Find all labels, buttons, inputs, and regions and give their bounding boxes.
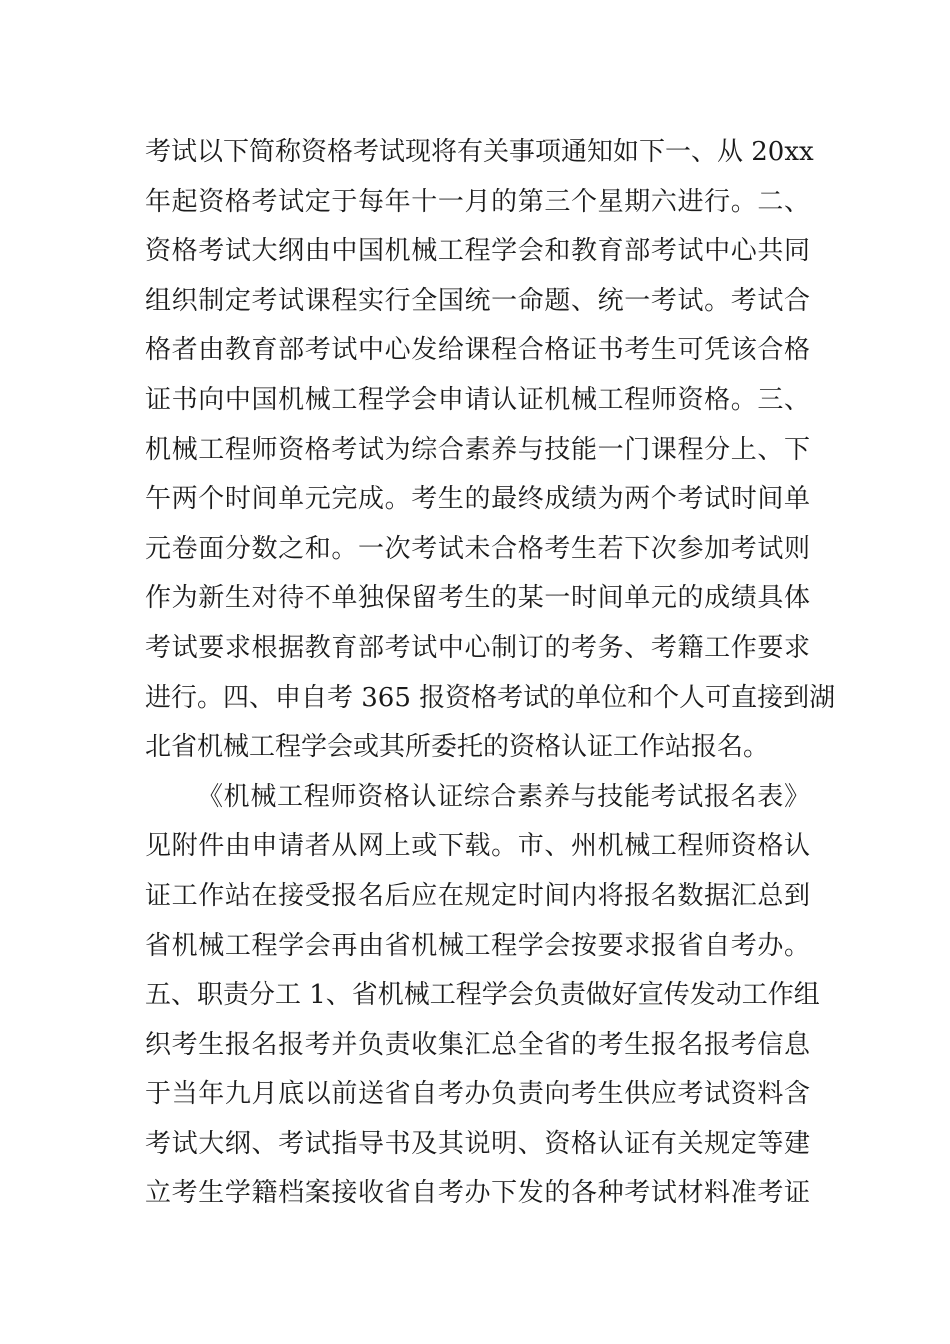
text-line: 织考生报名报考并负责收集汇总全省的考生报名报考信息 <box>145 1029 810 1060</box>
text-line: 进行。四、申自考 365 报资格考试的单位和个人可直接到湖 <box>145 682 836 713</box>
body-text <box>145 128 836 1219</box>
text-line: 资格考试大纲由中国机械工程学会和教育部考试中心共同 <box>145 236 810 267</box>
text-line: 证书向中国机械工程学会申请认证机械工程师资格。三、 <box>145 384 810 415</box>
text-line: 午两个时间单元完成。考生的最终成绩为两个考试时间单 <box>145 484 810 515</box>
text-line: 机械工程师资格考试为综合素养与技能一门课程分上、下 <box>145 434 810 465</box>
paragraph-first-line: 《机械工程师资格认证综合素养与技能考试报名表》 <box>197 781 810 812</box>
text-line: 元卷面分数之和。一次考试未合格考生若下次参加考试则 <box>145 533 810 564</box>
text-line: 作为新生对待不单独保留考生的某一时间单元的成绩具体 <box>145 583 810 614</box>
text-line: 五、职责分工 1、省机械工程学会负责做好宣传发动工作组 <box>145 980 820 1011</box>
text-line: 省机械工程学会再由省机械工程学会按要求报省自考办。 <box>145 930 810 961</box>
text-line: 证工作站在接受报名后应在规定时间内将报名数据汇总到 <box>145 880 810 911</box>
text-line: 考试以下简称资格考试现将有关事项通知如下一、从 20xx <box>145 137 814 167</box>
text-line: 见附件由申请者从网上或下载。市、州机械工程师资格认 <box>145 831 810 862</box>
text-line: 于当年九月底以前送省自考办负责向考生供应考试资料含 <box>145 1079 810 1110</box>
text-line: 格者由教育部考试中心发给课程合格证书考生可凭该合格 <box>145 335 810 366</box>
text-line: 考试要求根据教育部考试中心制订的考务、考籍工作要求 <box>145 632 810 663</box>
text-line: 立考生学籍档案接收省自考办下发的各种考试材料准考证 <box>145 1178 810 1209</box>
text-line: 考试大纲、考试指导书及其说明、资格认证有关规定等建 <box>145 1128 810 1159</box>
paragraph-end-line: 北省机械工程学会或其所委托的资格认证工作站报名。 <box>145 732 770 763</box>
text-line: 年起资格考试定于每年十一月的第三个星期六进行。二、 <box>145 186 810 217</box>
text-line: 组织制定考试课程实行全国统一命题、统一考试。考试合 <box>145 285 810 316</box>
